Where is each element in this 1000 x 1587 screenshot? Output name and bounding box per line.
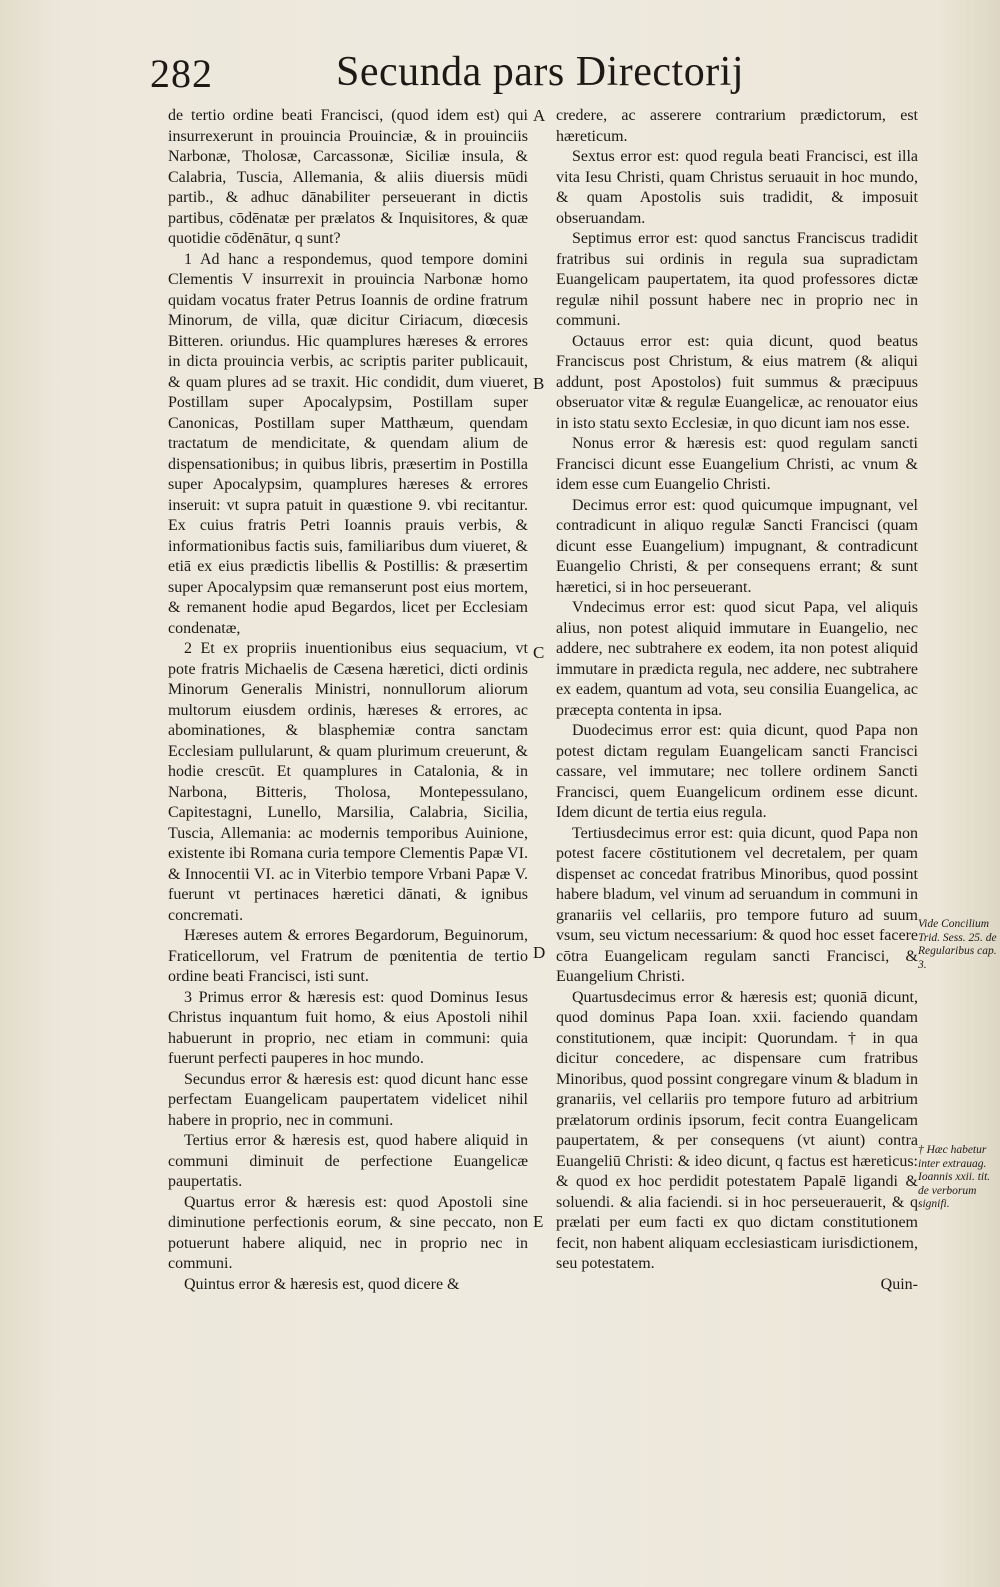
paragraph: Secundus error & hæresis est: quod dicunt hanc esse perfectam Euangelicam paupertatem videlicet nihil habere in proprio, nec in communi.	[168, 1070, 528, 1129]
column-letter-a: A	[533, 106, 546, 125]
column-letter-e: E	[533, 1212, 544, 1231]
paragraph: Duodecimus error est: quia dicunt, quod Papa non potest dictam regulam Euangelicam sancti Francisci cassare, vel immutare; nec tollere ordinem Sancti Francisci, quem Euangelicum ordinem esse dicunt. Idem dicunt de tertia eius regula.	[556, 722, 918, 821]
paragraph: Octauus error est: quia dicunt, quod beatus Franciscus post Christum, & eius matrem (& aliqui addunt, post Apostolos) fuit summus & præcipuus obseruator vitæ & regulæ Euangelicæ, ac renouator eius in isto statu sexto Ecclesiæ, in quo dicunt iam nos esse.	[556, 332, 918, 432]
marginal-note: Vide Concilium Trid. Sess. 25. de Regularibus cap. 3.	[918, 918, 997, 971]
paragraph: 1 Ad hanc a respondemus, quod tempore domini Clementis V insurrexit in prouincia Narbonæ homo quidam vocatus frater Petrus Ioannis de ordine fratrum Minorum, de villa, quæ dicitur Ciriacum, diœcesis Bitteren. oriundus. Hic quamplures hæreses & errores in dicta prouincia verbis, ac scriptis pariter publicauit, & quam plures ad se traxit. Hic condidit, dum viueret, Postillam super Apocalypsim, Postillam super Canonicas, Postillam super Matthæum, quendam tractatum de mendicitate, & quendam alium de dispensationibus; in quibus libris, præsertim in Postilla super Apocalypsim, quamplures hæreses & errores inseruit: vt supra patuit in quæstione 9. vbi recitantur. Ex cuius fratris Petri Ioannis prauis verbis, & informationibus factis suis, familiaribus dum viueret, & etiā ex eius prædictis libellis & Postillis: & præsertim super Apocalypsim quæ remanserunt post eius mortem, & remanent hodie apud Begardos, licet per Ecclesiam condenatæ,	[168, 250, 528, 637]
paragraph: Hæreses autem & errores Begardorum, Beguinorum, Fraticellorum, vel Fratrum de pœnitentia de tertio ordine beati Francisci, isti sunt.	[168, 927, 528, 985]
left-column	[168, 106, 528, 1295]
paragraph: 3 Primus error & hæresis est: quod Dominus Iesus Christus inquantum fuit homo, & eius Apostoli nihil habuerunt in proprio, nec etiam in communi: quia fuerunt perfecti pauperes in hoc mundo.	[168, 988, 528, 1067]
paragraph: Quartusdecimus error & hæresis est; quoniā dicunt, quod dominus Papa Ioan. xxii. faciendo quandam constitutionem, quæ incipit: Quorundam. † in qua dicitur concedere, ac dispensare cum fratribus Minoribus, quod possint congregare vinum & bladum in granariis, vel cellariis pro tempore futuro ad arbitrium prælatorum ordinis ipsorum, fecit contra Euangelicam paupertatem, & per consequens (vt aiunt) contra Euangeliū Christi: & ideo dicunt, q factus est hæreticus: & quod ex hoc perdidit potestatem Papalē ligandi & soluendi. & alia faciendi. si in hoc perseuerauerit, & q prælati per eum facti ex quo dictam constitutionem fecit, non habent aliquam ecclesiasticam iurisdictionem, seu potestatem.	[556, 988, 918, 1272]
paragraph: 2 Et ex propriis inuentionibus eius sequacium, vt pote fratris Michaelis de Cæsena hæretici, dicti ordinis Minorum Generalis Ministri, nonnullorum aliorum multorum eiusdem ordinis, hæreses & errores, ac abominationes, & blasphemiæ contra sanctam Ecclesiam pullularunt, & quam plurimum creuerunt, & hodie crescūt. Et quamplures in Catalonia, & in Narbona, Bitteris, Tholosa, Montepessulano, Capitestagni, Lunello, Marsilia, Calabria, Sicilia, Tuscia, Allemania: ac modernis temporibus Auinione, existente ibi Romana curia tempore Clementis Papæ VI. & Innocentii VI. ac in Viterbio tempore Vrbani Papæ V. fuerunt vt pertinaces hæretici dānati, & ignibus concremati.	[168, 640, 528, 924]
paragraph: Sextus error est: quod regula beati Francisci, est illa vita Iesu Christi, quam Christus seruauit in hoc mundo, & quam Apostolis suis tradidit, & imposuit obseruandam.	[556, 148, 918, 227]
page-number: 282	[150, 51, 213, 96]
catchword: Quin-	[880, 1275, 918, 1293]
column-letter-d: D	[533, 943, 546, 962]
column-letter-b: B	[533, 374, 545, 393]
paragraph: Quartus error & hæresis est: quod Apostoli sine diminutione perfectionis eorum, & sine peccato, non potuerunt habere aliquid, nec in proprio nec in communi.	[168, 1193, 528, 1272]
paragraph: Tertiusdecimus error est: quia dicunt, quod Papa non potest facere cōstitutionem vel decretalem, per quam dispenset ac concedat fratribus Minoribus, quod possint habere bladum, vel vinum ad seruandum in communi in granariis vel cellariis, pro tempore futuro ad suum vsum, seu victum necessarium: & quod hoc esset facere cōtra Euangelicam regulam sancti Francisci, & Euangelium Christi.	[556, 824, 918, 985]
running-head: Secunda pars Directorij	[336, 49, 745, 95]
paragraph: Decimus error est: quod quicumque impugnant, vel contradicunt in aliquo regulæ Sancti Francisci (quam dicunt esse Euangelium) impugnant, & contradicunt Euangelio Christi, & per consequens errant; & sunt hæretici, si in hoc perseuerant.	[556, 496, 918, 596]
paragraph: Quintus error & hæresis est, quod dicere &	[184, 1275, 460, 1293]
right-column	[556, 106, 918, 1295]
paragraph: Nonus error & hæresis est: quod regulam sancti Francisci dicunt esse Euangelium Christi, ac vnum & idem esse cum Euangelio Christi.	[556, 435, 918, 493]
paragraph: credere, ac asserere contrarium prædictorum, est hæreticum.	[556, 107, 918, 145]
column-letter-c: C	[533, 643, 545, 662]
marginal-note: † Hæc habetur inter extrauag. Ioannis xxii. tit. de verborum signifi.	[918, 1144, 991, 1210]
paragraph: Tertius error & hæresis est, quod habere aliquid in communi diminuit de perfectione Euangelicæ paupertatis.	[168, 1132, 528, 1190]
paragraph: Septimus error est: quod sanctus Franciscus tradidit fratribus sui ordinis in regula sua supradictam Euangelicam paupertatem, ita quod professores dictæ regulæ nihil possunt habere nec in proprio nec in communi.	[556, 230, 918, 329]
paragraph: de tertio ordine beati Francisci, (quod idem est) qui insurrexerunt in prouincia Prouinciæ, & in prouinciis Narbonæ, Tholosæ, Carcassonæ, Siciliæ insula, & Calabria, Tuscia, Allemania, & aliis diuersis mūdi partib., & adhuc dānabiliter perseuerant in dictis partibus, cōdēnatæ per prælatos & Inquisitores, & quæ quotidie cōdēnātur, q sunt?	[168, 107, 528, 247]
page-header	[150, 48, 790, 108]
paragraph: Vndecimus error est: quod sicut Papa, vel aliquis alius, non potest aliquid immutare in Euangelio, nec addere, nec subtrahere ex eodem, ita non potest aliquid immutare in prædicta regula, nec addere, nec subtrahere ex eadem, quantum ad vota, seu consilia Euangelica, ac præcepta contenta in ipsa.	[556, 599, 918, 719]
